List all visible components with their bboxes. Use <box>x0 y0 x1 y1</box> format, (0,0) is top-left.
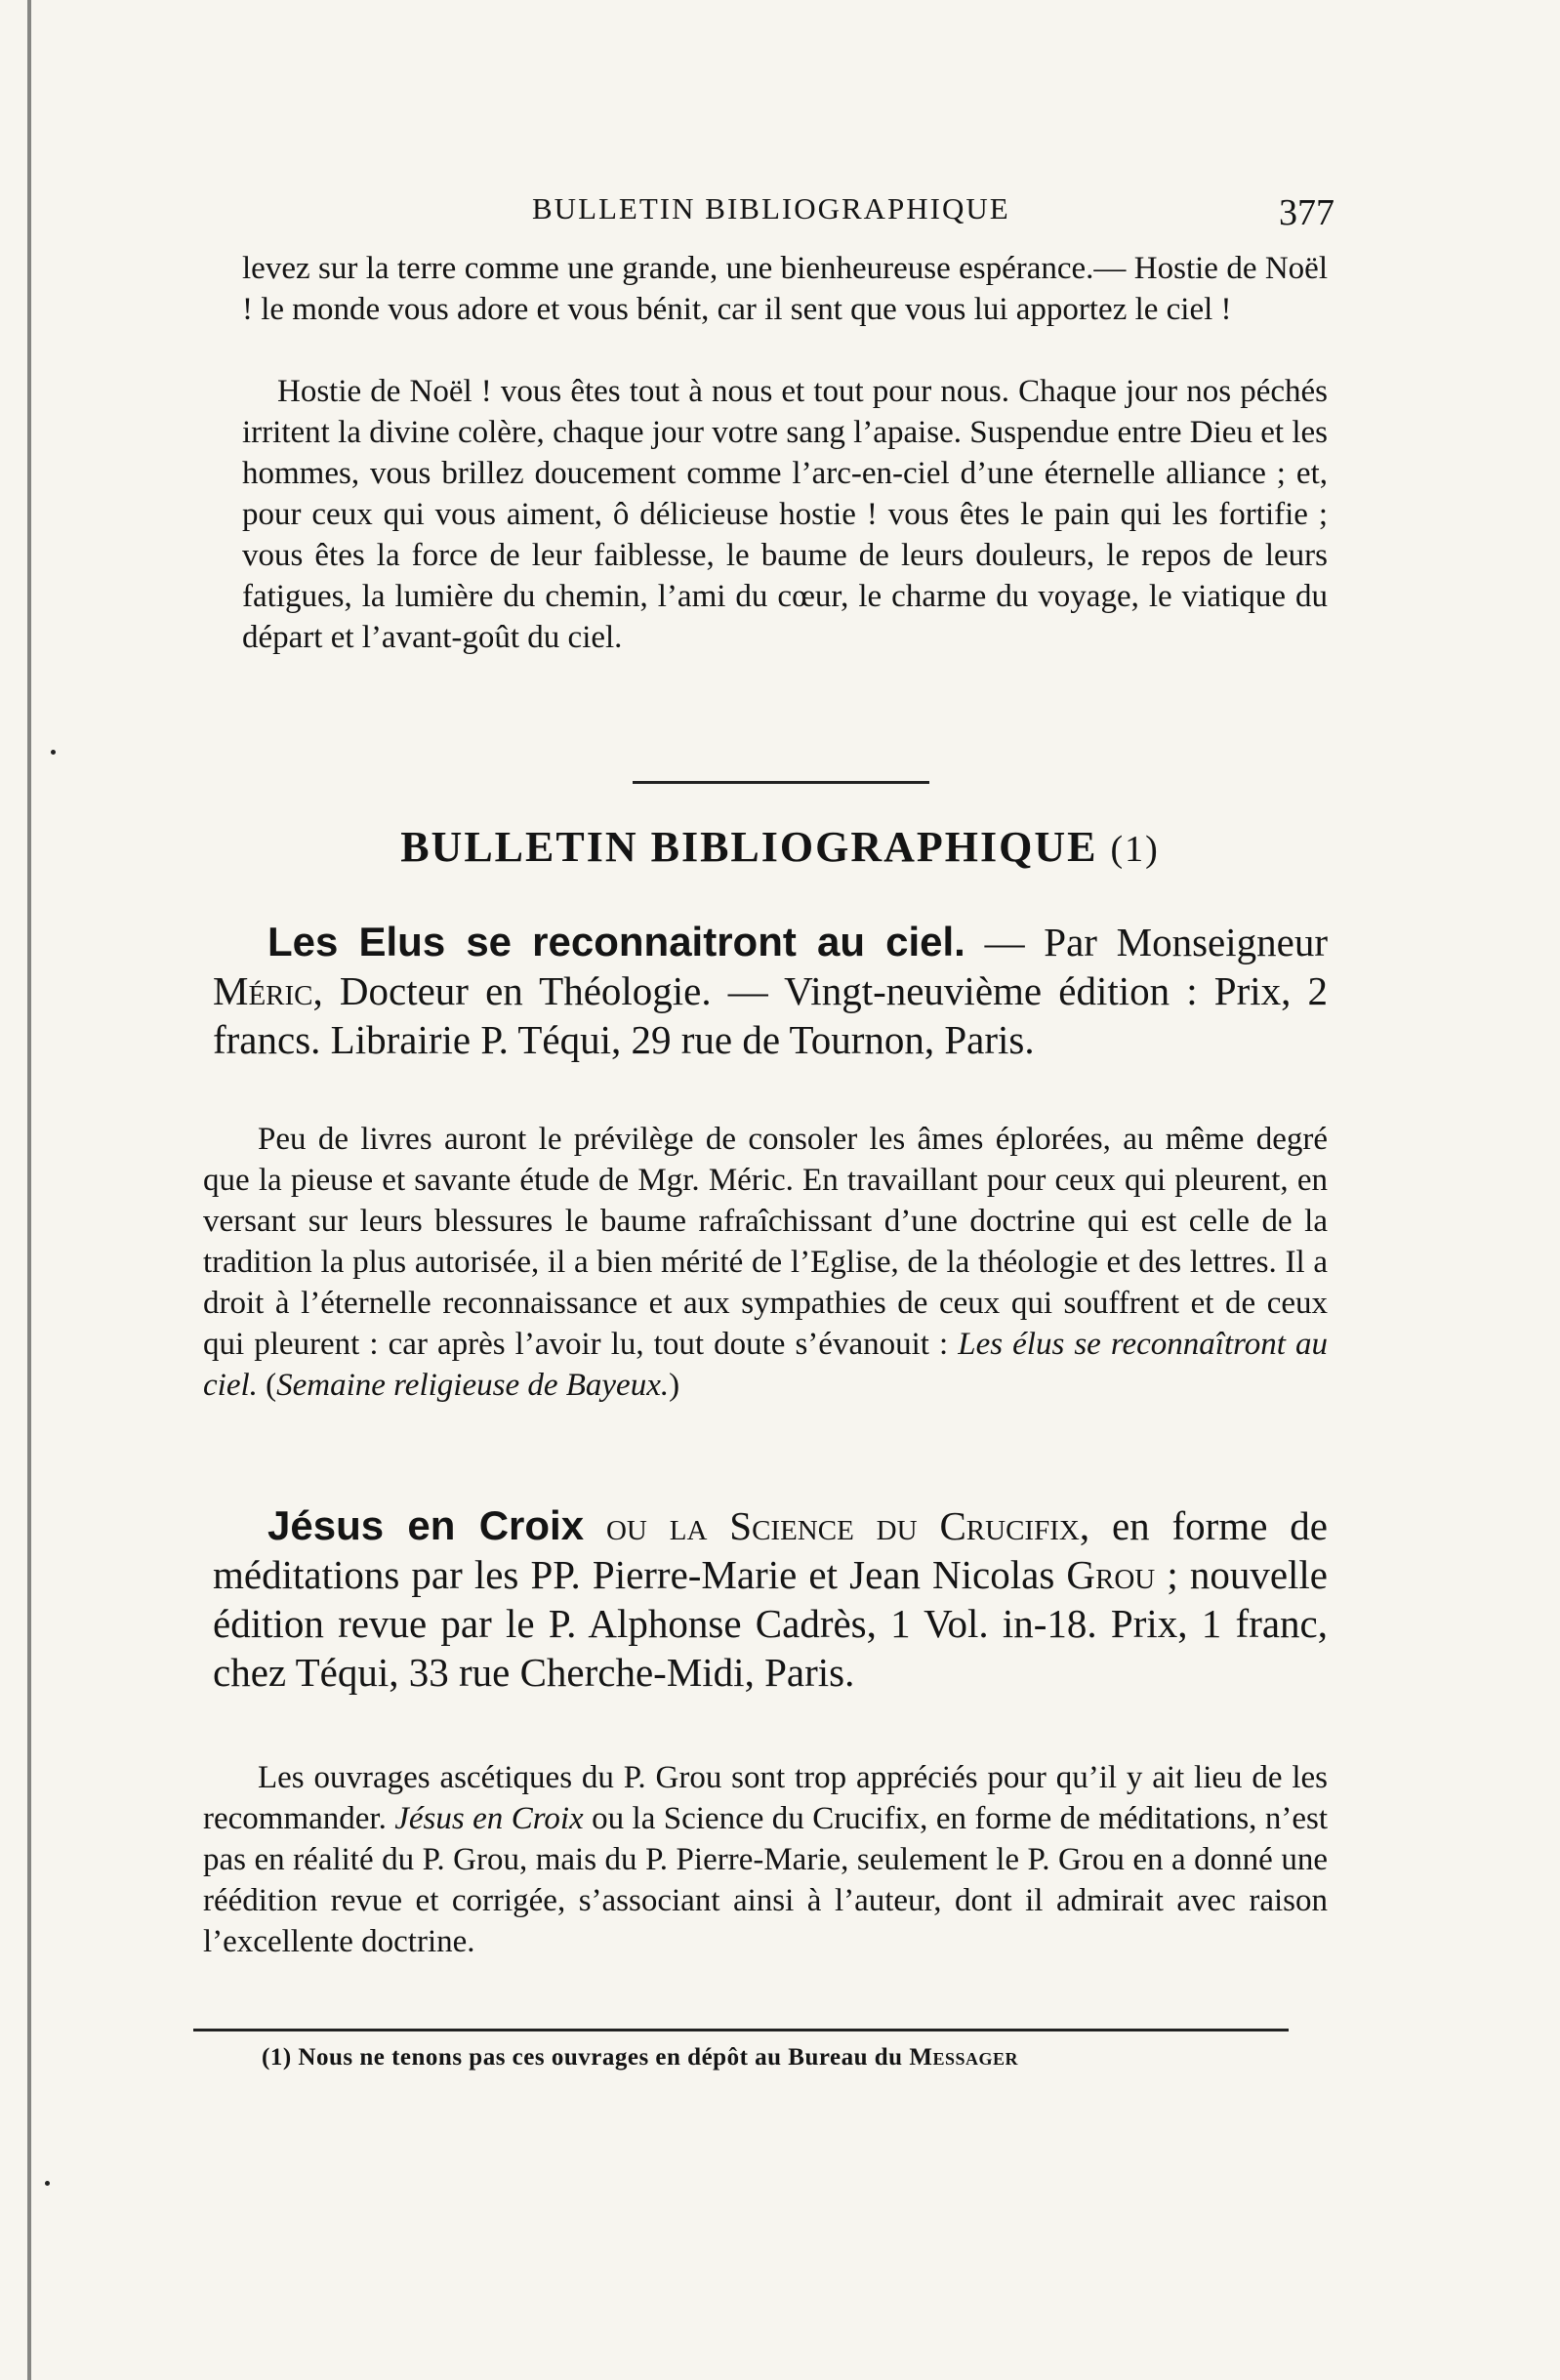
running-head: BULLETIN BIBLIOGRAPHIQUE <box>532 191 1010 226</box>
footnote-text: (1) Nous ne tenons pas ces ouvrages en dépôt au Bureau du <box>262 2044 910 2071</box>
review-paragraph-1 <box>203 1119 1328 1406</box>
entry-details: ; nouvelle édition revue par le P. Alphonse Cadrès, 1 Vol. in-18. Prix, 1 franc, chez Téqui, 33 rue Cherche-Midi, Paris. <box>213 1552 1328 1695</box>
review-source: Semaine religieuse de Bayeux. <box>276 1368 670 1403</box>
footnote-publication: Messager <box>909 2044 1018 2071</box>
entry-details: , en forme de méditations par les PP. Pierre-Marie et Jean Nicolas <box>213 1503 1329 1597</box>
book-title: Les Elus se reconnaitront au ciel. <box>267 919 965 964</box>
book-title: Jésus en Croix <box>267 1502 585 1548</box>
book-subtitle: ou la Science du Crucifix <box>584 1503 1080 1548</box>
continuation-paragraph-1: levez sur la terre comme une grande, une bienheureuse espérance.— Hostie de Noël ! le monde vous adore et vous bénit, car il sent que vous lui apportez le ciel ! <box>242 251 1328 327</box>
section-title-text: BULLETIN BIBLIOGRAPHIQUE <box>400 823 1098 871</box>
continuation-paragraph-2: Hostie de Noël ! vous êtes tout à nous et tout pour nous. Chaque jour nos péchés irritent la divine colère, chaque jour votre sang l’apaise. Suspendue entre Dieu et les hommes, vous brillez doucement comme l’arc-en-ciel d’une éternelle alliance ; et, pour ceux qui vous aiment, ô délicieuse hostie ! vous êtes le pain qui les fortifie ; vous êtes la force de leur faiblesse, le baume de leurs douleurs, le repos de leurs fatigues, la lumière du chemin, l’ami du cœur, le charme du voyage, le viatique du départ et l’avant-goût du ciel. <box>242 374 1328 655</box>
page-number: 377 <box>1279 192 1334 233</box>
author-name: Méric <box>213 968 313 1013</box>
section-heading <box>0 822 1560 872</box>
review-text: ou la Science du Crucifix, en forme de méditations, n’est pas en réalité du P. Grou, mais du P. Pierre-Marie, seulement le P. Grou en a donné une réédition revue et corrigée, s’associant ainsi à l’auteur, dont il admirait avec raison l’excellente doctrine. <box>203 1801 1328 1959</box>
entry-details: , Docteur en Théologie. — Vingt-neuvième édition : Prix, 2 francs. Librairie P. Téqui, 29 rue de Tournon, Paris. <box>213 968 1328 1062</box>
review-text: Peu de livres auront le prévilège de consoler les âmes éplorées, au même degré que la pieuse et savante étude de Mgr. Méric. En travaillant pour ceux qui pleurent, en versant sur leurs blessures le baume rafraîchissant d’une doctrine qui est celle de la tradition la plus autorisée, il a bien mérité de l’Eglise, de la théologie et des lettres. Il a droit à l’éternelle reconnaissance et aux sympathies de ceux qui souffrent et de ceux qui pleurent : car après l’avoir lu, tout doute s’évanouit : <box>203 1122 1328 1362</box>
review-italic-title: Les élus se reconnaîtront au ciel. <box>203 1327 1328 1403</box>
bibliography-entry-1 <box>213 918 1328 1064</box>
review-text: Les ouvrages ascétiques du P. Grou sont trop appréciés pour qu’il y ait lieu de les recommander. <box>203 1760 1328 1836</box>
section-divider <box>633 781 929 784</box>
review-italic-title: Jésus en Croix <box>394 1801 584 1836</box>
footnote <box>262 2044 1018 2072</box>
review-paragraph-2 <box>203 1757 1328 1962</box>
speck <box>51 750 56 755</box>
author-name: Grou <box>1066 1552 1156 1597</box>
speck <box>45 2181 50 2186</box>
entry-details: — Par Monseigneur <box>965 920 1328 964</box>
review-text: ( <box>257 1368 277 1403</box>
page-binding-edge <box>27 0 31 2380</box>
footnote-reference: (1) <box>1110 829 1160 870</box>
bibliography-entry-2 <box>213 1501 1328 1697</box>
review-text: ) <box>669 1368 680 1403</box>
footnote-divider <box>193 2029 1289 2031</box>
